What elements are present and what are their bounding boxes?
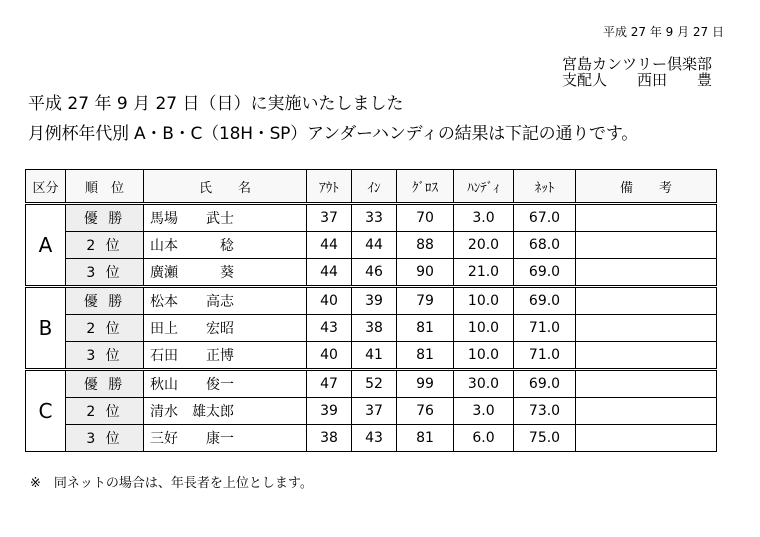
out-cell: 40: [307, 342, 352, 370]
in-cell: 41: [352, 342, 397, 370]
net-cell: 67.0: [514, 204, 576, 232]
out-cell: 43: [307, 315, 352, 342]
net-cell: 71.0: [514, 315, 576, 342]
header-net: ﾈｯﾄ: [514, 170, 576, 204]
rank-cell: 優 勝: [66, 370, 144, 398]
results-table: [25, 169, 717, 452]
net-cell: 71.0: [514, 342, 576, 370]
gross-cell: 79: [397, 287, 454, 315]
net-cell: 69.0: [514, 287, 576, 315]
table-row: [26, 425, 717, 452]
rank-cell: 2 位: [66, 398, 144, 425]
document-date: 平成 27 年 9 月 27 日: [602, 25, 724, 39]
club-signature: [562, 56, 712, 88]
note-cell: [576, 425, 717, 452]
handicap-cell: 10.0: [454, 287, 514, 315]
net-cell: 69.0: [514, 259, 576, 287]
note-cell: [576, 370, 717, 398]
table-row: [26, 204, 717, 232]
note-cell: [576, 232, 717, 259]
rank-cell: 優 勝: [66, 204, 144, 232]
gross-cell: 76: [397, 398, 454, 425]
net-cell: 69.0: [514, 370, 576, 398]
gross-cell: 81: [397, 342, 454, 370]
out-cell: 47: [307, 370, 352, 398]
name-cell: 石田 正博: [144, 342, 307, 370]
note-cell: [576, 315, 717, 342]
group-label: C: [26, 370, 66, 452]
gross-cell: 88: [397, 232, 454, 259]
out-cell: 39: [307, 398, 352, 425]
in-cell: 43: [352, 425, 397, 452]
table-row: [26, 398, 717, 425]
rank-cell: 3 位: [66, 259, 144, 287]
out-cell: 44: [307, 232, 352, 259]
rank-cell: 2 位: [66, 315, 144, 342]
rank-cell: 3 位: [66, 425, 144, 452]
header-handicap: ﾊﾝﾃﾞｨ: [454, 170, 514, 204]
out-cell: 44: [307, 259, 352, 287]
table-row: [26, 259, 717, 287]
in-cell: 46: [352, 259, 397, 287]
in-cell: 44: [352, 232, 397, 259]
out-cell: 40: [307, 287, 352, 315]
in-cell: 39: [352, 287, 397, 315]
note-cell: [576, 204, 717, 232]
table-row: [26, 342, 717, 370]
in-cell: 37: [352, 398, 397, 425]
handicap-cell: 10.0: [454, 315, 514, 342]
table-row: [26, 315, 717, 342]
header-gross: ｸﾞﾛｽ: [397, 170, 454, 204]
gross-cell: 81: [397, 425, 454, 452]
note-cell: [576, 342, 717, 370]
rank-cell: 2 位: [66, 232, 144, 259]
in-cell: 33: [352, 204, 397, 232]
name-cell: 秋山 俊一: [144, 370, 307, 398]
name-cell: 山本 稔: [144, 232, 307, 259]
out-cell: 37: [307, 204, 352, 232]
name-cell: 清水 雄太郎: [144, 398, 307, 425]
handicap-cell: 3.0: [454, 398, 514, 425]
table-row: [26, 370, 717, 398]
net-cell: 75.0: [514, 425, 576, 452]
group-label: B: [26, 287, 66, 370]
name-cell: 松本 高志: [144, 287, 307, 315]
footnote: ※ 同ネットの場合は、年長者を上位とします。: [30, 476, 313, 491]
note-cell: [576, 398, 717, 425]
gross-cell: 99: [397, 370, 454, 398]
in-cell: 52: [352, 370, 397, 398]
handicap-cell: 20.0: [454, 232, 514, 259]
handicap-cell: 21.0: [454, 259, 514, 287]
gross-cell: 70: [397, 204, 454, 232]
handicap-cell: 30.0: [454, 370, 514, 398]
club-manager: 支配人 西田 豊: [562, 71, 713, 89]
table-row: [26, 232, 717, 259]
in-cell: 38: [352, 315, 397, 342]
rank-cell: 優 勝: [66, 287, 144, 315]
header-group: 区分: [26, 170, 66, 204]
note-cell: [576, 259, 717, 287]
out-cell: 38: [307, 425, 352, 452]
gross-cell: 81: [397, 315, 454, 342]
header-out: ｱｳﾄ: [307, 170, 352, 204]
lead-line-2: 月例杯年代別 A・B・C（18H・SP）アンダーハンディの結果は下記の通りです。: [28, 124, 639, 144]
header-name: 氏 名: [144, 170, 307, 204]
rank-cell: 3 位: [66, 342, 144, 370]
lead-line-1: 平成 27 年 9 月 27 日（日）に実施いたしました: [28, 94, 404, 114]
name-cell: 廣瀬 葵: [144, 259, 307, 287]
name-cell: 田上 宏昭: [144, 315, 307, 342]
group-label: A: [26, 204, 66, 287]
net-cell: 73.0: [514, 398, 576, 425]
handicap-cell: 6.0: [454, 425, 514, 452]
handicap-cell: 10.0: [454, 342, 514, 370]
net-cell: 68.0: [514, 232, 576, 259]
header-note: 備 考: [576, 170, 717, 204]
name-cell: 馬場 武士: [144, 204, 307, 232]
handicap-cell: 3.0: [454, 204, 514, 232]
header-in: ｲﾝ: [352, 170, 397, 204]
name-cell: 三好 康一: [144, 425, 307, 452]
table-header-row: [26, 170, 717, 204]
header-rank: 順 位: [66, 170, 144, 204]
note-cell: [576, 287, 717, 315]
gross-cell: 90: [397, 259, 454, 287]
table-row: [26, 287, 717, 315]
club-name: 宮島カンツリー倶楽部: [562, 55, 713, 73]
